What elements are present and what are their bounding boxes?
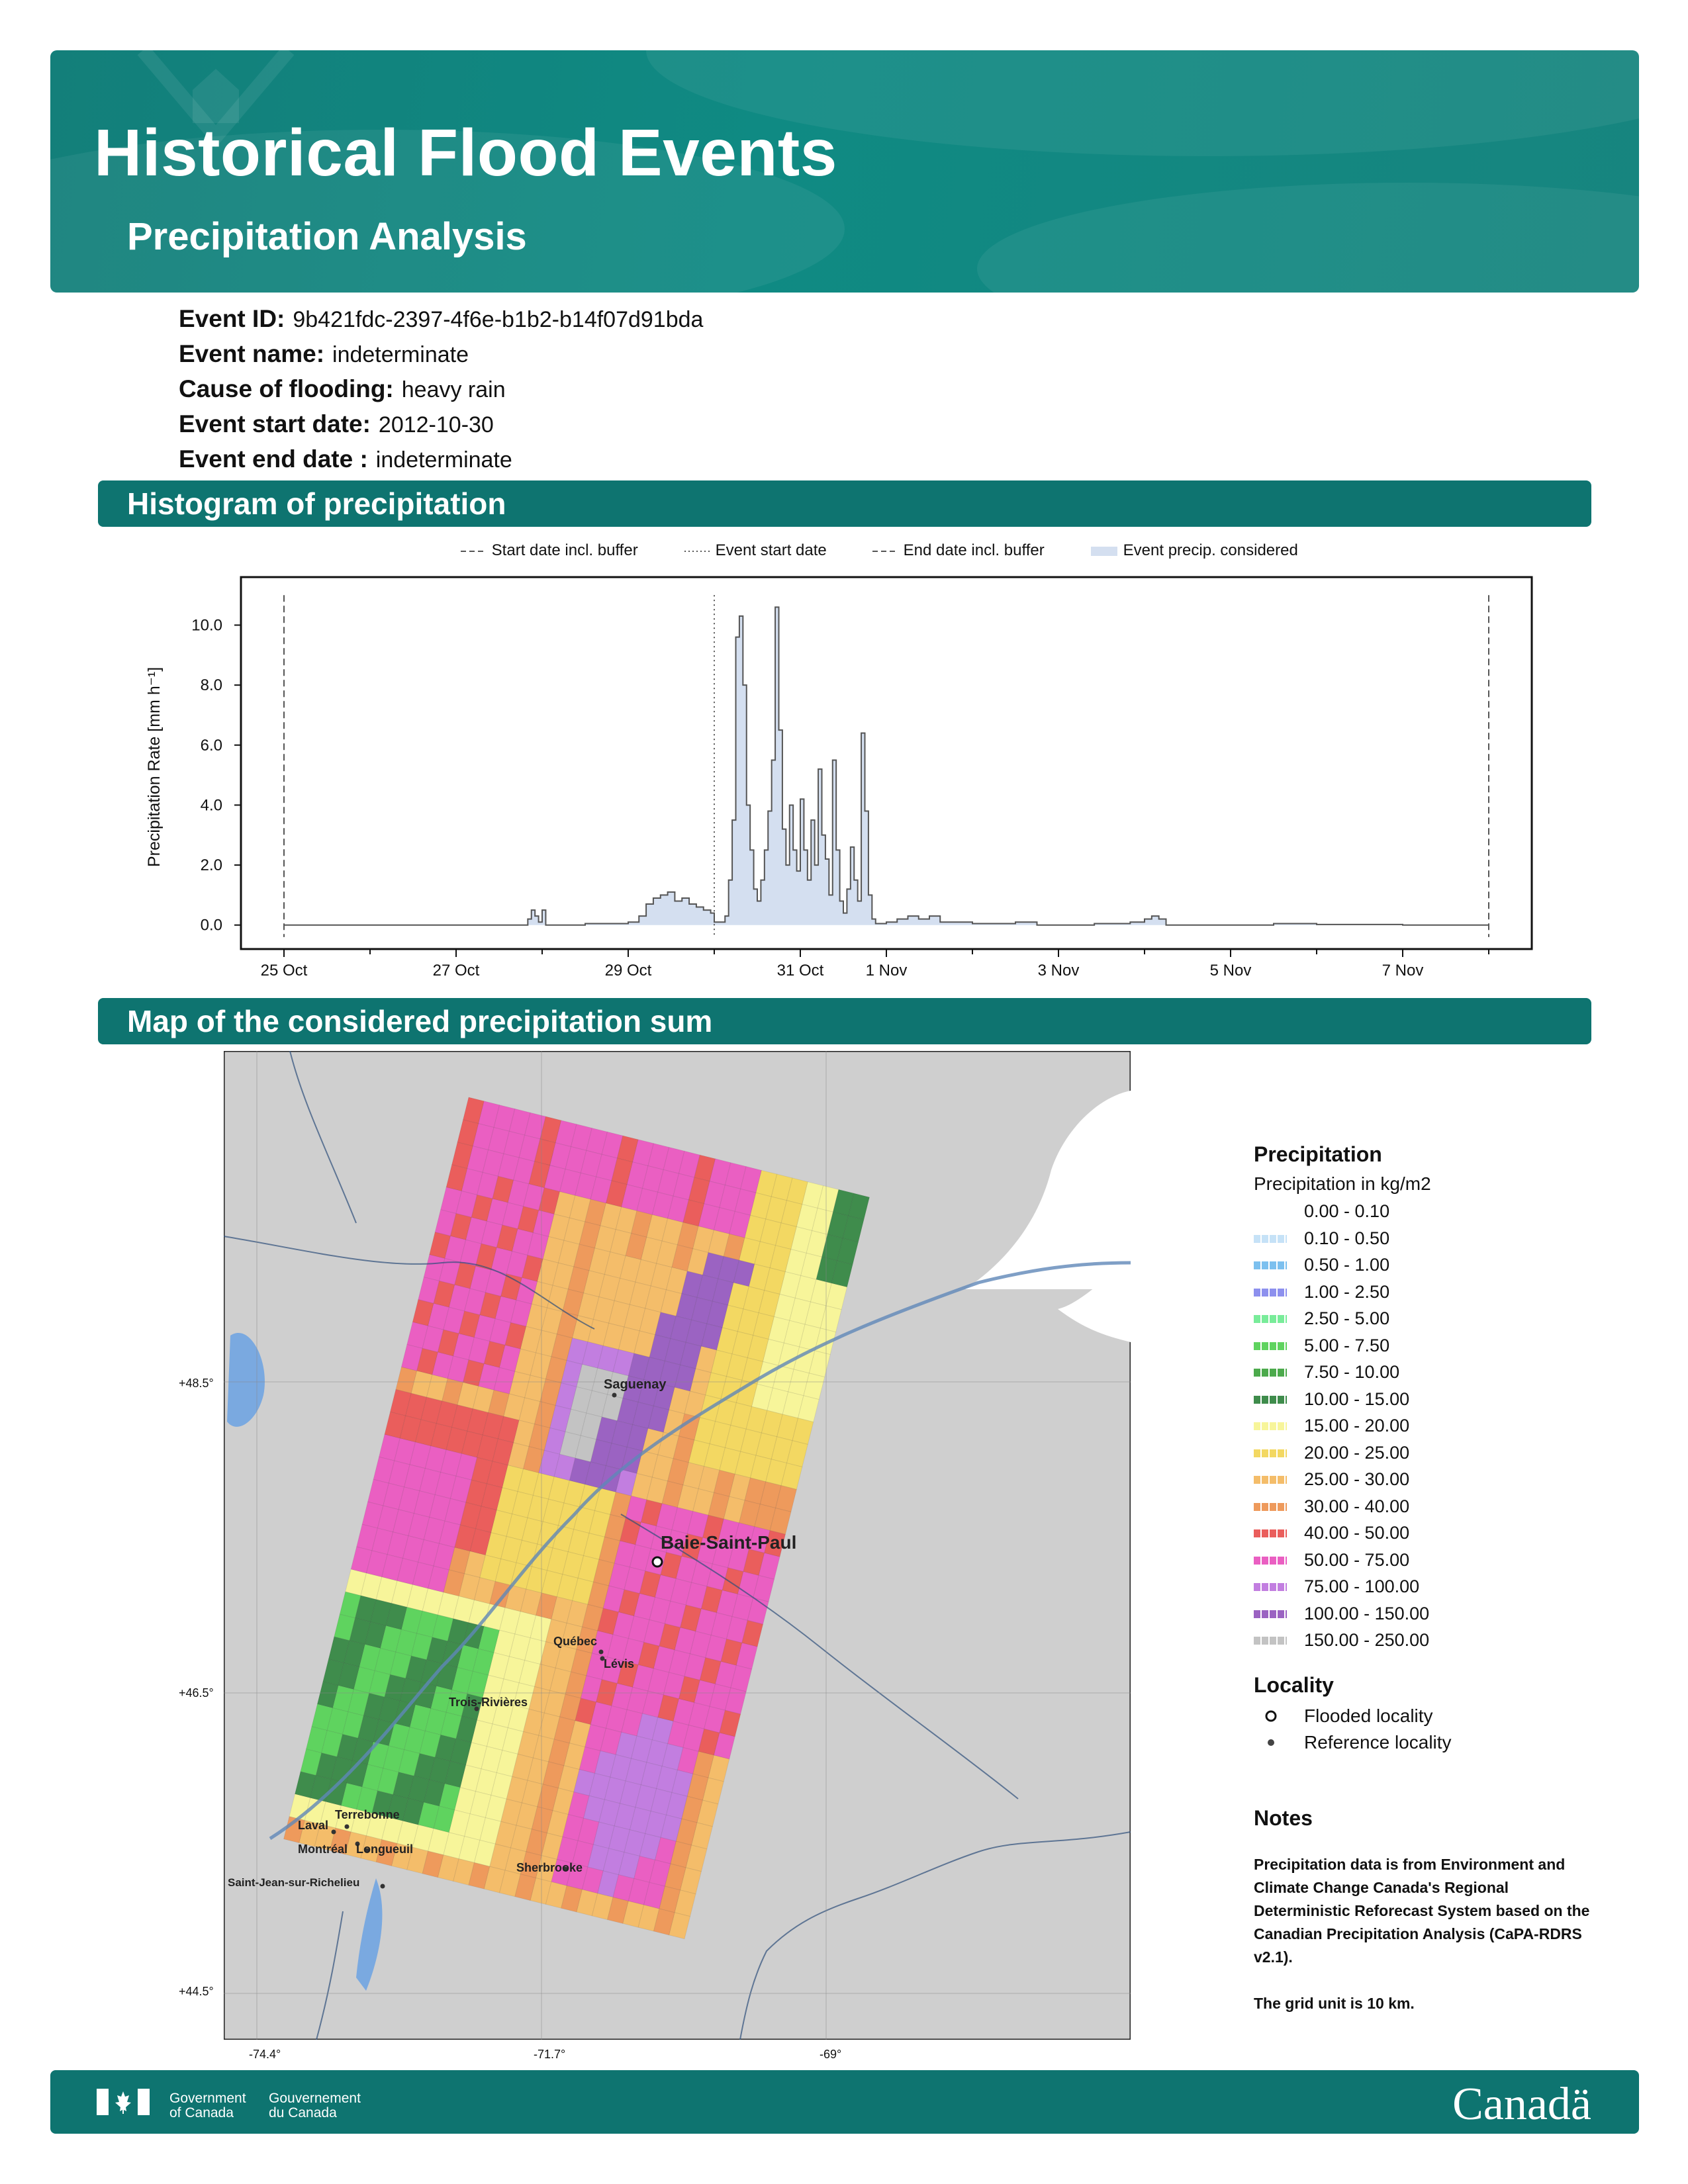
lon-label-mid: -71.7° [534,2048,566,2061]
y-tick-label: 6.0 [200,736,222,754]
lat-label-bottom: +44.5° [179,1985,214,1998]
event-start-value: 2012-10-30 [378,412,494,437]
locality-title: Locality [1254,1672,1334,1697]
legend-class-label: 30.00 - 40.00 [1304,1496,1410,1516]
notes-source: Precipitation data is from Environment and Climate Change Canada's Regional Deterministic Reforecast System based on the Canadian Precipitation Analysis (CaPA-RDRS v2.1). [1254,1855,1590,1966]
event-end-label: Event end date : [179,445,368,473]
legend-swatch [1254,1422,1287,1430]
legend-class-label: 5.00 - 7.50 [1304,1335,1390,1355]
legend-classes [1254,1200,1611,1656]
legend-swatch [1254,1315,1287,1323]
legend-class-row [1254,1468,1611,1495]
legend-title: Precipitation [1254,1142,1382,1166]
event-cause-label: Cause of flooding: [179,375,394,402]
legend-class-row [1254,1414,1611,1441]
legend-class-row [1254,1629,1611,1656]
legend-class-label: 15.00 - 20.00 [1304,1416,1410,1435]
reference-locality-marker [332,1830,336,1835]
y-tick-label: 8.0 [200,676,222,695]
legend-swatch [1254,1289,1287,1297]
x-tick-label: 1 Nov [865,962,908,979]
lon-label-right: -69° [820,2048,842,2061]
legend-swatch [1254,1261,1287,1269]
y-axis-label: Precipitation Rate [mm h⁻¹] [145,666,164,867]
legend-class-row [1254,1281,1611,1308]
legend-reference-locality [1254,1731,1611,1757]
legend-class-row [1254,1253,1611,1281]
gov-fr: Gouvernement du Canada [269,2091,361,2120]
legend-swatch [1254,1396,1287,1404]
gov-en: Government of Canada [169,2091,246,2120]
legend-event-start-label: Event start date [715,541,827,559]
x-tick-label: 27 Oct [432,962,480,979]
legend-swatch [1254,1342,1287,1350]
legend-class-row [1254,1361,1611,1388]
event-id-label: Event ID: [179,305,285,332]
histogram-section-title: Histogram of precipitation [127,486,506,521]
place-label-stjean: Saint-Jean-sur-Richelieu [228,1876,360,1889]
precipitation-map [224,1051,1131,2040]
place-label-terrebonne: Terrebonne [335,1808,400,1821]
place-label-trois: Trois-Rivières [449,1696,528,1709]
legend-class-label: 100.00 - 150.00 [1304,1603,1430,1623]
legend-swatch [1254,1557,1287,1565]
legend-class-row [1254,1200,1611,1227]
legend-class-label: 50.00 - 75.00 [1304,1549,1410,1570]
legend-class-label: 75.00 - 100.00 [1304,1576,1420,1596]
reference-locality-marker [345,1825,350,1829]
legend-end-buffer-label: End date incl. buffer [903,541,1045,559]
legend-class-row [1254,1388,1611,1415]
x-tick-label: 31 Oct [776,962,824,979]
reference-locality-marker [599,1650,604,1655]
x-tick-label: 25 Oct [260,962,308,979]
x-tick-label: 3 Nov [1037,962,1080,979]
legend-class-label: 0.00 - 0.10 [1304,1201,1390,1221]
footer [50,2070,1639,2134]
legend-class-row [1254,1522,1611,1549]
place-label-levis: Lévis [604,1657,635,1670]
place-label-sherbrooke: Sherbrooke [516,1861,583,1874]
place-label-baie: Baie-Saint-Paul [661,1532,797,1553]
y-tick-label: 4.0 [200,796,222,815]
lon-label-left: -74.4° [249,2048,281,2061]
legend-class-row [1254,1307,1611,1334]
page-title: Historical Flood Events [94,116,837,190]
event-start-label: Event start date: [179,410,371,437]
legend-swatch [1254,1583,1287,1591]
open-circle-icon [1254,1704,1293,1731]
y-tick-label: 2.0 [200,856,222,875]
filled-dot-icon [1254,1731,1293,1757]
legend-class-row [1254,1495,1611,1522]
reference-locality-label: Reference locality [1304,1731,1452,1752]
legend-class-label: 150.00 - 250.00 [1304,1630,1430,1650]
x-tick-label: 7 Nov [1382,962,1424,979]
event-id-value: 9b421fdc-2397-4f6e-b1b2-b14f07d91bda [293,307,704,332]
legend-class-label: 25.00 - 30.00 [1304,1469,1410,1489]
legend-class-label: 1.00 - 2.50 [1304,1281,1390,1302]
lat-label-top: +48.5° [179,1377,214,1390]
canada-flag-icon [97,2089,150,2115]
legend-swatch [1254,1369,1287,1377]
legend-class-row [1254,1227,1611,1254]
place-label-saguenay: Saguenay [604,1377,667,1392]
page-subtitle: Precipitation Analysis [127,215,527,258]
x-tick-label: 29 Oct [604,962,652,979]
legend-class-label: 20.00 - 25.00 [1304,1442,1410,1463]
legend-class-row [1254,1575,1611,1602]
legend-event-precip-label: Event precip. considered [1123,541,1298,559]
y-tick-label: 10.0 [191,616,222,635]
reference-locality-marker [381,1884,385,1889]
legend-class-label: 10.00 - 15.00 [1304,1388,1410,1409]
event-cause-value: heavy rain [401,377,506,402]
legend-class-row [1254,1441,1611,1469]
legend-class-row [1254,1602,1611,1629]
y-tick-label: 0.0 [200,916,222,934]
legend-swatch [1254,1637,1287,1645]
place-label-longueuil: Longueuil [356,1843,413,1856]
legend-class-label: 40.00 - 50.00 [1304,1523,1410,1543]
event-end-value: indeterminate [375,447,512,473]
notes-grid-unit: The grid unit is 10 km. [1254,1994,1415,2012]
place-label-laval: Laval [298,1819,329,1832]
legend-class-label: 0.50 - 1.00 [1304,1255,1390,1275]
plot-area [241,577,1532,949]
x-tick-label: 5 Nov [1209,962,1252,979]
reference-locality-marker [612,1393,617,1398]
place-label-montreal: Montréal [298,1843,348,1856]
legend-class-row [1254,1549,1611,1576]
legend-swatch [1254,1529,1287,1537]
precipitation-histogram [0,0,1688,993]
flooded-locality-label: Flooded locality [1304,1705,1433,1726]
canada-wordmark: Canadä [1452,2079,1591,2130]
place-label-quebec: Québec [553,1635,598,1648]
legend-class-label: 0.10 - 0.50 [1304,1228,1390,1248]
legend-swatch [1254,1208,1287,1216]
notes-title: Notes [1254,1805,1313,1830]
legend-swatch [1254,1235,1287,1243]
legend-class-label: 2.50 - 5.00 [1304,1308,1390,1328]
event-name-value: indeterminate [332,342,469,367]
legend-swatch [1254,1476,1287,1484]
legend-class-row [1254,1334,1611,1361]
notes-text [1254,1853,1598,2015]
event-name-label: Event name: [179,340,325,367]
legend-flooded-locality [1254,1704,1611,1731]
legend-class-label: 7.50 - 10.00 [1304,1362,1400,1382]
legend-swatch [1254,1449,1287,1457]
map-section-header [98,998,1591,1044]
map-legend [1254,1142,1611,2015]
legend-subtitle: Precipitation in kg/m2 [1254,1173,1431,1194]
legend-swatch [1254,1503,1287,1511]
legend-start-buffer-label: Start date incl. buffer [491,541,638,559]
map-section-title: Map of the considered precipitation sum [127,1004,713,1038]
legend-swatch [1254,1610,1287,1618]
flooded-locality-marker [653,1557,662,1567]
lat-label-mid: +46.5° [179,1686,214,1700]
